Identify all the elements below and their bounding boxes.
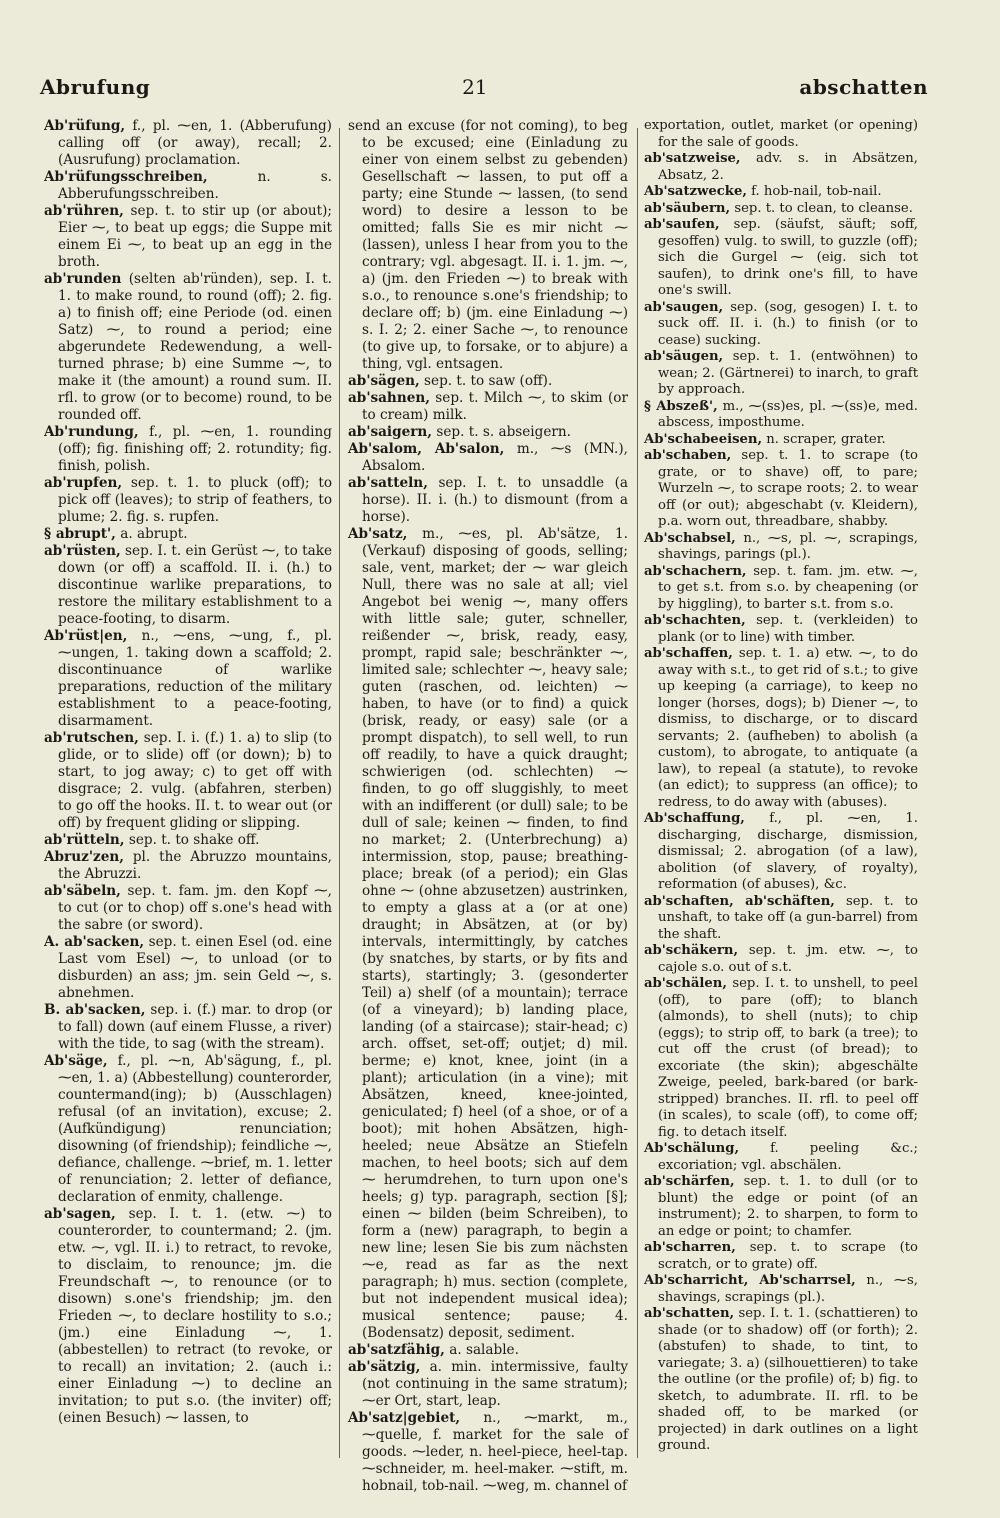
- dictionary-entry: [44, 475, 332, 526]
- dictionary-entry: [44, 628, 332, 730]
- dictionary-entry: [44, 1002, 332, 1053]
- entry-definition: sep. t. jm. etw. ⁓, to cajole s.o. out of s.t.: [658, 943, 918, 975]
- entry-headword: ab'säugen,: [644, 349, 724, 364]
- dictionary-entry: [348, 475, 628, 526]
- entry-definition: sep. t. s. abseigern.: [436, 424, 571, 440]
- entry-headword: Ab'schabsel,: [644, 530, 736, 546]
- column-2: [340, 118, 636, 1498]
- dictionary-entry: [644, 976, 918, 1141]
- dictionary-entry: [348, 1410, 628, 1495]
- entry-definition: n., ⁓s, pl. ⁓, scrapings, shavings, parings (pl.).: [658, 530, 918, 562]
- entry-definition: sep. (sog, gesogen) I. t. to suck off. II. i. (h.) to finish (or to cease) sucking.: [658, 299, 918, 348]
- entry-headword: § Abszeß',: [644, 398, 718, 414]
- dictionary-entry: [644, 646, 918, 811]
- entry-definition: sep. t. 1. to dull (or to blunt) the edge or point (of an instrument); 2. to sharpen, to form to an edge or point; to chamfer.: [658, 1174, 918, 1239]
- dictionary-entry: [644, 564, 918, 614]
- entry-headword: ab'schatten,: [644, 1306, 735, 1321]
- page-number: 21: [462, 75, 488, 99]
- entry-definition: sep. t. to saw (off).: [424, 373, 553, 389]
- entry-headword: Ab'satzwecke,: [644, 184, 747, 199]
- column-3: [636, 118, 926, 1498]
- dictionary-entry: [348, 424, 628, 441]
- dictionary-entry: [348, 373, 628, 390]
- entry-headword: Ab'schabeeisen,: [644, 431, 763, 447]
- dictionary-entry: [44, 424, 332, 475]
- entry-headword: Ab'schaffung,: [644, 811, 745, 826]
- entry-headword: Ab'rüfungsschreiben,: [44, 169, 208, 185]
- running-head-left: Abrufung: [40, 75, 151, 99]
- dictionary-entry: [44, 832, 332, 849]
- dictionary-entry: [348, 118, 628, 373]
- entry-definition: sep. t. 1. (entwöhnen) to wean; 2. (Gärtnerei) to inarch, to graft by approach.: [658, 349, 918, 397]
- entry-headword: ab'säbeln,: [44, 883, 121, 899]
- entry-columns: [44, 118, 926, 1498]
- entry-definition: m., ⁓s (MN.), Absalom.: [362, 441, 628, 474]
- dictionary-entry: [348, 526, 628, 1342]
- entry-definition: sep. t. Milch ⁓, to skim (or to cream) milk.: [362, 390, 628, 423]
- entry-headword: Ab'rüst|en,: [44, 628, 128, 644]
- entry-definition: send an excuse (for not coming), to beg to be excused; eine (Einladung zu einer von einem selbst zu gebenden) Gesellschaft ⁓ lassen, to put off a party; eine Stunde ⁓ lassen, (to send word) to desire a lesson to be omitted; falls Sie es mir nicht ⁓ (lassen), unless I hear from you to the contrary; vgl. abgesagt. II. i. 1. jm. ⁓, a) (jm. den Frieden ⁓) to break with s.o., to renounce s.one's friendship; to declare off; b) (jm. eine Einladung ⁓) s. I. 2; 2. einer Sache ⁓, to renounce (to give up, to forsake, or to abjure) a thing, vgl. entsagen.: [348, 118, 628, 372]
- dictionary-entry: [644, 349, 918, 399]
- dictionary-entry: [644, 613, 918, 646]
- running-head-right: abschatten: [799, 75, 928, 99]
- entry-headword: ab'saufen,: [644, 217, 720, 232]
- column-1: [44, 118, 340, 1498]
- entry-definition: f. hob-nail, tob-nail.: [751, 184, 882, 199]
- entry-headword: ab'satzweise,: [644, 151, 741, 166]
- entry-definition: a. min. intermissive, faulty (not continuing in the same stratum); ⁓er Ort, start, leap.: [362, 1359, 628, 1409]
- dictionary-entry: [44, 271, 332, 424]
- dictionary-entry: [644, 432, 918, 449]
- entry-definition: sep. t. fam. jm. den Kopf ⁓, to cut (or to chop) off s.one's head with the sabre (or sword).: [58, 883, 333, 933]
- entry-headword: Ab'schälung,: [644, 1141, 740, 1156]
- entry-headword: Ab'satz|gebiet,: [348, 1410, 461, 1426]
- entry-definition: sep. I. t. 1. (etw. ⁓) to counterorder, to countermand; 2. (jm. etw. ⁓, vgl. II. i.) to retract, to revoke, to disclaim, to renounce; jm. die Freundschaft ⁓, to renounce (or to disown) s.one's friendship; jm. den Frieden ⁓, to declare hostility to s.o.; (jm.) eine Einladung ⁓, 1. (abbestellen) to retract (to revoke, or to recall) an invitation; 2. (auch i.: einer Einladung ⁓) to decline an invitation; to put s.o. (the inviter) off; (einen Besuch) ⁓ lassen, to: [58, 1206, 332, 1426]
- entry-definition: sep. t. to shake off.: [128, 832, 260, 848]
- entry-definition: sep. I. t. ein Gerüst ⁓, to take down (or off) a scaffold. II. i. (h.) to discontinue warlike preparations, to restore the military establishment to a peace-footing, to disarm.: [58, 543, 332, 627]
- entry-definition: m., ⁓(ss)es, pl. ⁓(ss)e, med. abscess, imposthume.: [658, 398, 918, 430]
- dictionary-entry: [644, 448, 918, 531]
- entry-headword: Ab'rüfung,: [44, 118, 126, 134]
- entry-definition: m., ⁓es, pl. Ab'sätze, 1. (Verkauf) disposing of goods, selling; sale, vent, market; der ⁓ war gleich Null, there was no sale at all; viel Angebot bei wenig ⁓, many offers with little sale; guter, schneller, reißender ⁓, brisk, ready, easy, prompt, rapid sale; beschränkter ⁓, limited sale; schlechter ⁓, heavy sale; guten (raschen, od. leichten) ⁓ haben, to have (or to find) a quick (brisk, ready, or easy) sale (or a prompt dispatch), to sell well, to run off readily, to have a quick draught; schwierigen (od. schlechten) ⁓ finden, to go off sluggishly, to meet with an indifferent (or dull) sale; to be dull of sale; keinen ⁓ finden, to find no market; 2. (Unterbrechung) a) intermission, stop, pause; breathing-place; break (of a period); ein Glas ohne ⁓ (ohne abzusetzen) austrinken, to empty a glass at a (or at one) draught; in Absätzen, at (or by) intervals, intermittingly, by catches (by snatches, by starts, or by fits and starts), startingly; 3. (gesonderter Teil) a) shelf (of a mountain); terrace (of a vineyard); b) landing place, landing (of a staircase); stair-head; c) arch. offset, set-off; outjet; d) mil. berme; e) knot, knee, joint (in a plant); articulation (in a vine); mit Absätzen, kneed, knee-jointed, geniculated; f) heel (of a shoe, or of a boot); mit hohen Absätzen, high-heeled; neue Absätze an Stiefeln machen, to heel boots; sich auf dem ⁓ herumdrehen, to turn upon one's heels; g) typ. paragraph, section [§]; einen ⁓ bilden (beim Schreiben), to form a (new) paragraph, to begin a new line; lesen Sie bis zum nächsten ⁓e, read as far as the next paragraph; h) mus. section (complete, but not independent musical idea); musical sentence; pause; 4. (Bodensatz) deposit, sediment.: [362, 526, 628, 1341]
- entry-headword: ab'schärfen,: [644, 1174, 735, 1189]
- entry-definition: (selten ab'ründen), sep. I. t. 1. to make round, to round (off); 2. fig. a) to finish off; eine Periode (od. einen Satz) ⁓, to round a period; eine abgerundete Redewendung, a well-turned phrase; b) eine Summe ⁓, to make it (the amount) a round sum. II. rfl. to grow (or to become) round, to be rounded off.: [58, 271, 332, 423]
- entry-definition: sep. t. 1. to scrape (to grate, or to shave) off, to pare; Wurzeln ⁓, to scrape roots; 2. to wear off (or out); abgeschabt (v. Kleidern), p.a. worn out, threadbare, shabby.: [658, 448, 918, 529]
- dictionary-entry: [644, 811, 918, 894]
- dictionary-entry: [44, 934, 332, 1002]
- entry-headword: Ab'satz,: [348, 526, 408, 542]
- dictionary-entry: [44, 118, 332, 169]
- dictionary-entry: [44, 849, 332, 883]
- entry-headword: Ab'salom, Ab'salon,: [348, 441, 505, 457]
- entry-definition: sep. t. 1. a) etw. ⁓, to do away with s.t., to get rid of s.t.; to give up keeping (a carriage), to keep no longer (horses, dogs); b) Diener ⁓, to dismiss, to discharge, or to discard servants; 2. (aufheben) to abolish (a custom), to abrogate, to antiquate (a law), to repeal (a statute), to revoke (an edict); to suppress (an office); to redress, to do away with (abuses).: [658, 646, 918, 810]
- entry-definition: n. s. Abberufungsschreiben.: [58, 169, 332, 202]
- dictionary-entry: [644, 1273, 918, 1306]
- entry-definition: sep. i. (f.) mar. to drop (or to fall) down (auf einem Flusse, a river) with the tide, to sag (with the stream).: [58, 1002, 332, 1052]
- entry-definition: sep. t. to scrape (to scratch, or to grate) off.: [658, 1240, 918, 1272]
- entry-headword: ab'schäkern,: [644, 943, 739, 958]
- entry-definition: n., ⁓markt, m., ⁓quelle, f. market for the sale of goods. ⁓leder, n. heel-piece, heel-tap. ⁓schneider, m. heel-maker. ⁓stift, m. hobnail, tob-nail. ⁓weg, m. channel of: [362, 1410, 628, 1494]
- dictionary-entry: [644, 217, 918, 300]
- dictionary-entry: [44, 1053, 332, 1206]
- dictionary-entry: [44, 730, 332, 832]
- entry-headword: Ab'säge,: [44, 1053, 108, 1069]
- entry-headword: ab'sätzig,: [348, 1359, 421, 1375]
- dictionary-entry: [644, 399, 918, 432]
- dictionary-entry: [348, 1359, 628, 1410]
- entry-definition: sep. t. to clean, to cleanse.: [734, 200, 913, 216]
- entry-headword: ab'sagen,: [44, 1206, 116, 1222]
- dictionary-entry: [44, 543, 332, 628]
- entry-headword: ab'satteln,: [348, 475, 428, 491]
- entry-headword: ab'scharren,: [644, 1240, 736, 1255]
- dictionary-entry: [348, 1342, 628, 1359]
- dictionary-entry: [644, 894, 918, 944]
- page-header: [40, 70, 928, 104]
- entry-headword: Abruz'zen,: [44, 849, 124, 865]
- entry-headword: ab'schachten,: [644, 613, 746, 628]
- entry-definition: sep. t. fam. jm. etw. ⁓, to get s.t. from s.o. by cheapening (or by higgling), to barter s.t. from s.o.: [658, 563, 919, 612]
- entry-definition: sep. t. to unshaft, to take off (a gun-barrel) from the shaft.: [658, 893, 918, 942]
- entry-headword: ab'satzfähig,: [348, 1342, 445, 1358]
- entry-headword: ab'sahnen,: [348, 390, 430, 406]
- entry-headword: ab'saugen,: [644, 299, 724, 315]
- entry-definition: n., ⁓ens, ⁓ung, f., pl. ⁓ungen, 1. taking down a scaffold; 2. discontinuance of warlike preparations, reduction of the military establishment to a peace-footing, disarmament.: [58, 628, 332, 729]
- dictionary-entry: [348, 441, 628, 475]
- entry-headword: Ab'scharricht, Ab'scharrsel,: [644, 1273, 856, 1288]
- entry-definition: sep. t. 1. to pluck (off); to pick off (leaves); to strip of feathers, to plume; 2. fig. s. rupfen.: [58, 475, 333, 525]
- entry-definition: exportation, outlet, market (or opening) for the sale of goods.: [644, 118, 918, 150]
- entry-headword: ab'rüsten,: [44, 543, 121, 559]
- entry-definition: sep. I. t. 1. (schattieren) to shade (or to shadow) off (or forth); 2. (abstufen) to shade, to tint, to variegate; 3. a) (silhouettieren) to take the outline (or the profile) of; b) fig. to sketch, to adumbrate. II. rfl. to be shaded off, to be marked (or projected) in dark outlines on a light ground.: [658, 1306, 918, 1453]
- dictionary-entry: [348, 390, 628, 424]
- entry-definition: f. peeling &c.; excoriation; vgl. abschälen.: [658, 1141, 918, 1173]
- entry-definition: adv. s. in Absätzen, Absatz, 2.: [658, 151, 918, 183]
- entry-headword: Ab'rundung,: [44, 424, 139, 440]
- dictionary-entry: [644, 201, 918, 218]
- dictionary-entry: [44, 169, 332, 203]
- entry-headword: ab'rupfen,: [44, 475, 123, 491]
- entry-definition: n. scraper, grater.: [766, 431, 886, 447]
- entry-headword: ab'schaffen,: [644, 646, 733, 661]
- dictionary-entry: [644, 1141, 918, 1174]
- entry-definition: a. abrupt.: [120, 526, 188, 542]
- entry-headword: ab'schaben,: [644, 448, 732, 463]
- dictionary-entry: [644, 300, 918, 350]
- entry-definition: f., pl. ⁓en, 1. rounding (off); fig. finishing off; 2. rotundity; fig. finish, polish.: [58, 424, 332, 474]
- entry-definition: a. salable.: [449, 1342, 519, 1358]
- entry-headword: ab'runden: [44, 271, 122, 287]
- entry-headword: ab'schachern,: [644, 563, 747, 579]
- dictionary-entry: [644, 943, 918, 976]
- dictionary-entry: [44, 1206, 332, 1427]
- entry-definition: f., pl. ⁓en, 1. (Abberufung) calling off (or away), recall; 2. (Ausrufung) proclamation.: [58, 118, 332, 168]
- dictionary-entry: [644, 118, 918, 151]
- entry-headword: ab'säubern,: [644, 200, 731, 216]
- dictionary-entry: [644, 1306, 918, 1455]
- entry-definition: sep. I. t. to unshell, to peel (off), to pare (off); to blanch (almonds), to shell (nuts); to chip (eggs); to strip off, to bark (a tree); to cut off the crust (of bread); to excoriate (the skin); abgeschälte Zweige, peeled, bark-bared (or bark-stripped) branches. II. rfl. to peel off (in scales), to scale (off), to come off; fig. to detach itself.: [658, 976, 918, 1140]
- entry-definition: sep. t. to stir up (or about); Eier ⁓, to beat up eggs; die Suppe mit einem Ei ⁓, to beat up an egg in the broth.: [58, 203, 332, 270]
- dictionary-entry: [644, 531, 918, 564]
- entry-definition: f., pl. ⁓n, Ab'sägung, f., pl. ⁓en, 1. a) (Abbestellung) counterorder, countermand(ing); b) (Ausschlagen) refusal (of an invitation), excuse; 2. (Aufkündigung) renunciation; disowning (of friendship); feindliche ⁓, defiance, challenge. ⁓brief, m. 1. letter of renunciation; 2. letter of defiance, declaration of enmity, challenge.: [58, 1053, 332, 1205]
- entry-headword: ab'saigern,: [348, 424, 433, 440]
- entry-headword: A. ab'sacken,: [44, 934, 145, 950]
- entry-definition: sep. I. t. to unsaddle (a horse). II. i. (h.) to dismount (from a horse).: [362, 475, 628, 525]
- dictionary-entry: [644, 184, 918, 201]
- dictionary-entry: [44, 883, 332, 934]
- dictionary-entry: [44, 526, 332, 543]
- entry-headword: ab'rütteln,: [44, 832, 125, 848]
- entry-headword: ab'rühren,: [44, 203, 124, 219]
- entry-headword: ab'schälen,: [644, 976, 727, 991]
- entry-definition: pl. the Abruzzo mountains, the Abruzzi.: [58, 849, 332, 882]
- dictionary-entry: [44, 203, 332, 271]
- dictionary-entry: [644, 1240, 918, 1273]
- entry-definition: f., pl. ⁓en, 1. discharging, discharge, dismission, dismissal; 2. abrogation (of a law), abolition (of slavery, of royalty), reformation (of abuses), &c.: [658, 811, 919, 892]
- entry-definition: sep. t. (verkleiden) to plank (or to line) with timber.: [658, 613, 918, 645]
- entry-headword: ab'sägen,: [348, 373, 420, 389]
- entry-headword: ab'rutschen,: [44, 730, 139, 746]
- entry-definition: sep. (säufst, säuft; soff, gesoffen) vulg. to swill, to guzzle (off); sich die Gurgel ⁓ (eig. sich tot saufen), to drink one's fill, to have one's swill.: [658, 217, 918, 298]
- entry-definition: sep. t. einen Esel (od. eine Last vom Esel) ⁓, to unload (or to disburden) an ass; jm. sein Geld ⁓, s. abnehmen.: [58, 934, 332, 1001]
- entry-definition: n., ⁓s, shavings, scrapings (pl.).: [658, 1273, 918, 1305]
- entry-definition: sep. I. i. (f.) 1. a) to slip (to glide, or to slide) off (or down); b) to start, to jog away; c) to get off with disgrace; 2. vulg. (abfahren, sterben) to go off the hooks. II. t. to wear out (or off) by frequent gliding or slipping.: [58, 730, 332, 831]
- entry-headword: B. ab'sacken,: [44, 1002, 146, 1018]
- entry-headword: ab'schaften, ab'schäften,: [644, 893, 835, 909]
- dictionary-entry: [644, 151, 918, 184]
- dictionary-entry: [644, 1174, 918, 1240]
- entry-headword: § abrupt',: [44, 526, 116, 542]
